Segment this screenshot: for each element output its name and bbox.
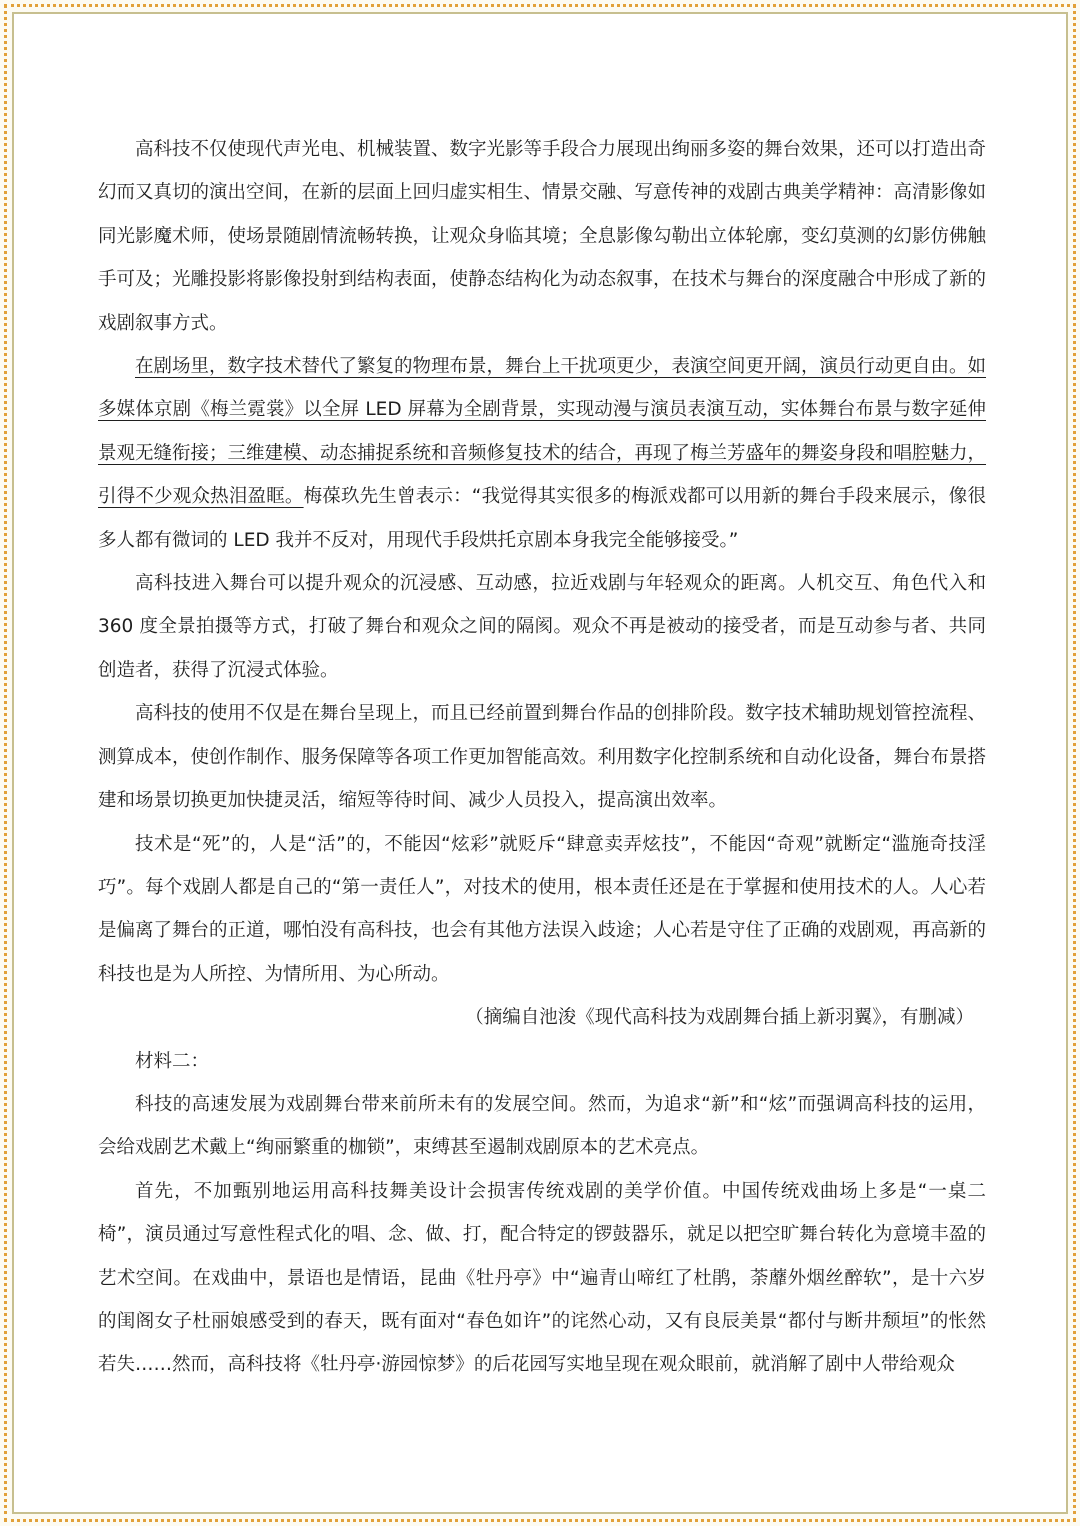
- quote-passage: 梅葆玖先生曾表示：“我觉得其实很多的梅派戏都可以用新的舞台手段来展示，像很多人都有微词的 LED 我并不反对，用现代手段烘托京剧本身我完全能够接受。”: [98, 486, 986, 551]
- paragraph-5: 技术是“死”的，人是“活”的，不能因“炫彩”就贬斥“肆意卖弄炫技”，不能因“奇观”就断定“滥施奇技淫巧”。每个戏剧人都是自己的“第一责任人”，对技术的使用，根本责任还是在于掌握和使用技术的人。人心若是偏离了舞台的正道，哪怕没有高科技，也会有其他方法误入歧途；人心若是守住了正确的戏剧观，再高新的科技也是为人所控、为情所用、为心所动。: [98, 833, 987, 985]
- paragraph-4: 高科技的使用不仅是在舞台呈现上，而且已经前置到舞台作品的创排阶段。数字技术辅助规划管控流程、测算成本，使创作制作、服务保障等各项工作更加智能高效。利用数字化控制系统和自动化设备，舞台布景搭建和场景切换更加快捷灵活，缩短等待时间、减少人员投入，提高演出效率。: [98, 703, 987, 812]
- paragraph-6: 科技的高速发展为戏剧舞台带来前所未有的发展空间。然而，为追求“新”和“炫”而强调高科技的运用，会给戏剧艺术戴上“绚丽繁重的枷锁”，束缚甚至遏制戏剧原本的艺术亮点。: [98, 1093, 986, 1159]
- paragraph-3: 高科技进入舞台可以提升观众的沉浸感、互动感，拉近戏剧与年轻观众的距离。人机交互、角色代入和 360 度全景拍摄等方式，打破了舞台和观众之间的隔阂。观众不再是被动的接受者，而是互动参与者、共同创造者，获得了沉浸式体验。: [98, 573, 986, 681]
- paragraph-1: 高科技不仅使现代声光电、机械装置、数字光影等手段合力展现出绚丽多姿的舞台效果，还可以打造出奇幻而又真切的演出空间，在新的层面上回归虚实相生、情景交融、写意传神的戏剧古典美学精神：高清影像如同光影魔术师，使场景随剧情流畅转换，让观众身临其境；全息影像勾勒出立体轮廓，变幻莫测的幻影仿佛触手可及；光雕投影将影像投射到结构表面，使静态结构化为动态叙事，在技术与舞台的深度融合中形成了新的戏剧叙事方式。: [98, 139, 987, 334]
- paragraph-2: [98, 345, 986, 562]
- source-citation: （摘编自池浚《现代高科技为戏剧舞台插上新羽翼》，有删减）: [465, 1007, 974, 1029]
- document-body: [98, 128, 986, 1387]
- material-two-heading: 材料二：: [135, 1050, 210, 1072]
- underlined-passage: 在剧场里，数字技术替代了繁复的物理布景，舞台上干扰项更少，表演空间更开阔，演员行动更自由。如多媒体京剧《梅兰霓裳》以全屏 LED 屏幕为全剧背景，实现动漫与演员表演互动，实体舞台布景与数字延伸景观无缝衔接；三维建模、动态捕捉系统和音频修复技术的结合，再现了梅兰芳盛年的舞姿身段和唱腔魅力，引得不少观众热泪盈眶。: [98, 356, 987, 508]
- paragraph-7: 首先，不加甄别地运用高科技舞美设计会损害传统戏剧的美学价值。中国传统戏曲场上多是“一桌二椅”，演员通过写意性程式化的唱、念、做、打，配合特定的锣鼓器乐，就足以把空旷舞台转化为意境丰盈的艺术空间。在戏曲中，景语也是情语，昆曲《牡丹亭》中“遍青山啼红了杜鹃，荼蘼外烟丝醉软”，是十六岁的闺阁女子杜丽娘感受到的春天，既有面对“春色如许”的诧然心动，又有良辰美景“都付与断井颓垣”的怅然若失……然而，高科技将《牡丹亭·游园惊梦》的后花园写实地呈现在观众眼前，就消解了剧中人带给观众: [98, 1180, 986, 1376]
